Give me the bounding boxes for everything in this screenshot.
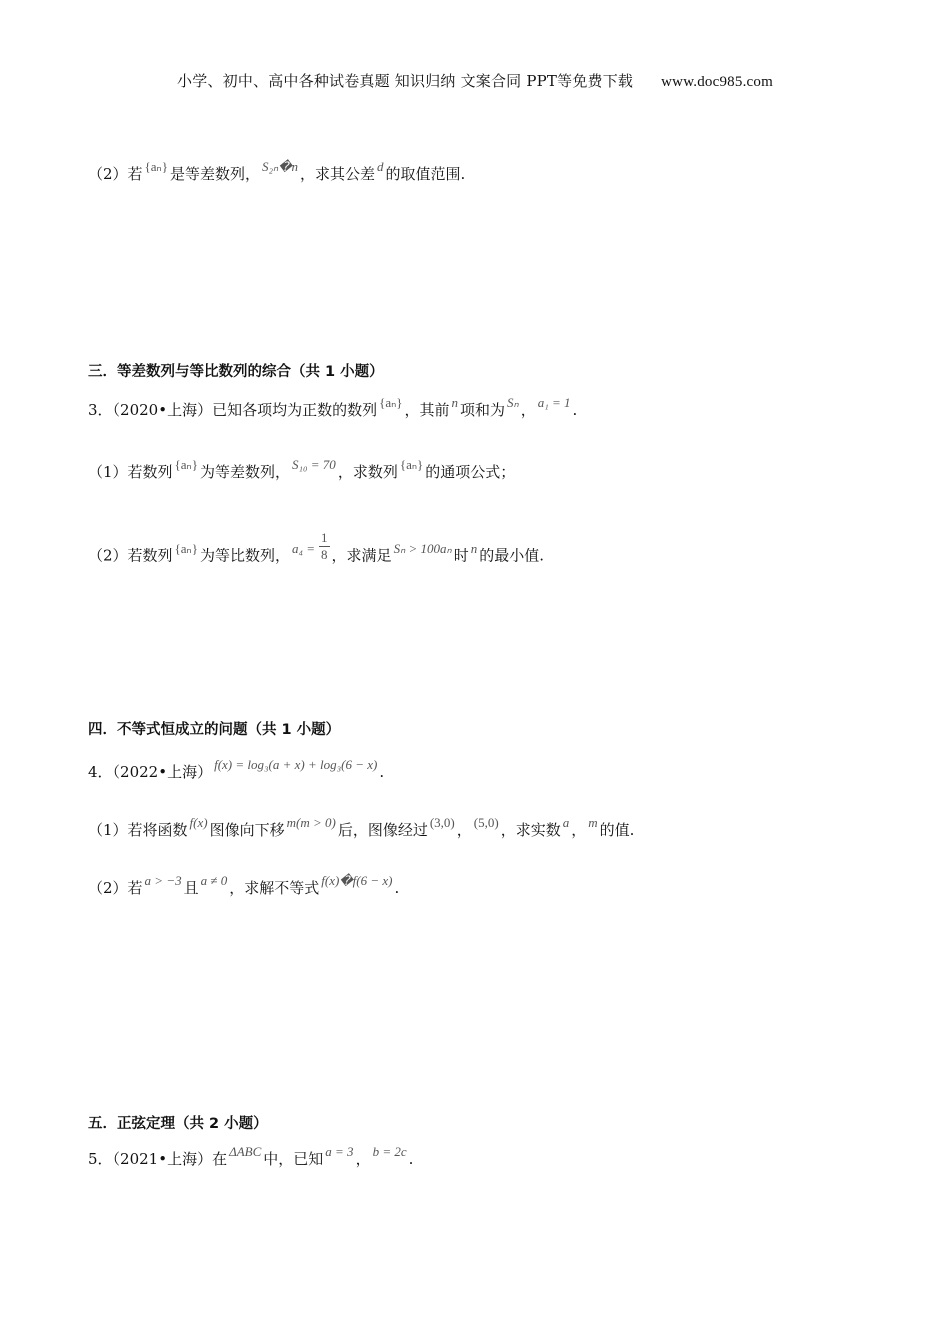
- q5-stem: [88, 1144, 414, 1169]
- q3-part2: [88, 530, 544, 573]
- section-4-title: 四．不等式恒成立的问题（共 1 小题）: [88, 722, 341, 738]
- q4-part1-text: ，: [456, 821, 472, 839]
- section-5-title: 五．正弦定理（共 2 小题）: [88, 1116, 268, 1132]
- q3-part2-text: 时: [453, 546, 469, 565]
- math-point-1: (3,0): [429, 815, 455, 830]
- math-function: f(x) = log₃(a + x) + log₃(6 − x): [214, 757, 378, 772]
- q3-text-pre: 3．（2020•上海）已知各项均为正数的数列: [88, 401, 378, 419]
- math-triangle: ΔABC: [229, 1144, 262, 1159]
- math-an: {aₙ}: [379, 395, 403, 410]
- math-an: {aₙ}: [174, 540, 198, 556]
- math-fx: f(x): [189, 815, 208, 830]
- math-n: n: [470, 540, 478, 556]
- q3-part1-text: ，求数列: [337, 463, 398, 481]
- q4-stem: [88, 757, 385, 782]
- q4-part2-text-pre: （2）若: [88, 879, 143, 897]
- math-condition-1: a > −3: [144, 873, 182, 888]
- math-n: n: [451, 395, 459, 410]
- q2-part2-text: ，求其公差: [300, 165, 376, 183]
- math-m-condition: m(m > 0): [286, 815, 336, 830]
- q3-stem: [88, 395, 578, 420]
- math-an: {aₙ}: [174, 457, 198, 472]
- math-condition-2: b = 2c: [372, 1144, 407, 1159]
- q4-part2-text: ，求解不等式: [229, 879, 320, 897]
- math-condition-1: a = 3: [325, 1144, 354, 1159]
- fraction-numerator: 1: [321, 530, 328, 545]
- q4-part1-text: ，求实数: [500, 821, 561, 839]
- q4-part2: [88, 873, 400, 898]
- q4-part1-text: 后，图像经过: [337, 821, 428, 839]
- q3-part1: [88, 457, 516, 482]
- q3-part1-text-post: 的通项公式；: [425, 463, 516, 481]
- q4-text-pre: 4．（2022•上海）: [88, 763, 213, 781]
- math-point-2: (5,0): [473, 815, 499, 830]
- q4-part2-text: 且: [183, 879, 199, 897]
- q2-part2-text-post: 的取值范围.: [385, 165, 466, 183]
- q5-text-post: .: [408, 1150, 414, 1168]
- math-s2n-condition: S₂ₙ�n: [262, 159, 299, 174]
- math-condition-2: a ≠ 0: [200, 873, 228, 888]
- math-sn: Sₙ: [507, 395, 519, 410]
- q3-text: 项和为: [460, 401, 506, 419]
- q4-part1-text-post: 的值.: [599, 821, 635, 839]
- q3-part1-text: 为等差数列，: [199, 463, 290, 481]
- q5-text: 中，已知: [263, 1150, 324, 1168]
- q2-part2: [88, 159, 466, 184]
- q3-part2-text-post: 的最小值.: [479, 546, 544, 565]
- q2-part2-text: 是等差数列，: [169, 165, 260, 183]
- q4-part1-text-pre: （1）若将函数: [88, 821, 188, 839]
- q5-text: ，: [355, 1150, 371, 1168]
- header-site-link[interactable]: www.doc985.com: [661, 74, 773, 90]
- section-3-title: 三．等差数列与等比数列的综合（共 1 小题）: [88, 364, 384, 380]
- q5-text-pre: 5．（2021•上海）在: [88, 1150, 228, 1168]
- math-an: {aₙ}: [399, 457, 424, 472]
- q3-text: ，其前: [404, 401, 450, 419]
- q3-part2-text: ，求满足: [331, 546, 392, 565]
- header-text: 小学、初中、高中各种试卷真题 知识归纳 文案合同 PPT等免费下载: [177, 72, 634, 90]
- q4-text-post: .: [379, 763, 385, 781]
- q4-part1-text: 图像向下移: [209, 821, 285, 839]
- q3-part2-text: 为等比数列，: [199, 546, 290, 565]
- q4-part2-text-post: .: [394, 879, 400, 897]
- q3-part1-text-pre: （1）若数列: [88, 463, 173, 481]
- q3-text: ，: [520, 401, 536, 419]
- fraction-denominator: 8: [321, 547, 328, 562]
- page-header: [0, 70, 950, 91]
- math-inequality: f(x)�f(6 − x): [321, 873, 393, 888]
- math-fraction: [319, 530, 330, 563]
- math-m: m: [588, 815, 598, 830]
- q3-text-post: .: [572, 401, 578, 419]
- q4-part1-text: ，: [571, 821, 587, 839]
- math-inequality: Sₙ > 100aₙ: [393, 540, 452, 556]
- math-an: {aₙ}: [144, 159, 168, 174]
- math-a: a: [562, 815, 570, 830]
- math-d: d: [377, 159, 384, 174]
- math-a4: a₄ =: [292, 540, 316, 556]
- q4-part1: [88, 815, 635, 840]
- math-s10: S₁₀ = 70: [292, 457, 336, 472]
- math-a1: a₁ = 1: [537, 395, 571, 410]
- q3-part2-text-pre: （2）若数列: [88, 546, 173, 565]
- q2-part2-text-pre: （2）若: [88, 165, 143, 183]
